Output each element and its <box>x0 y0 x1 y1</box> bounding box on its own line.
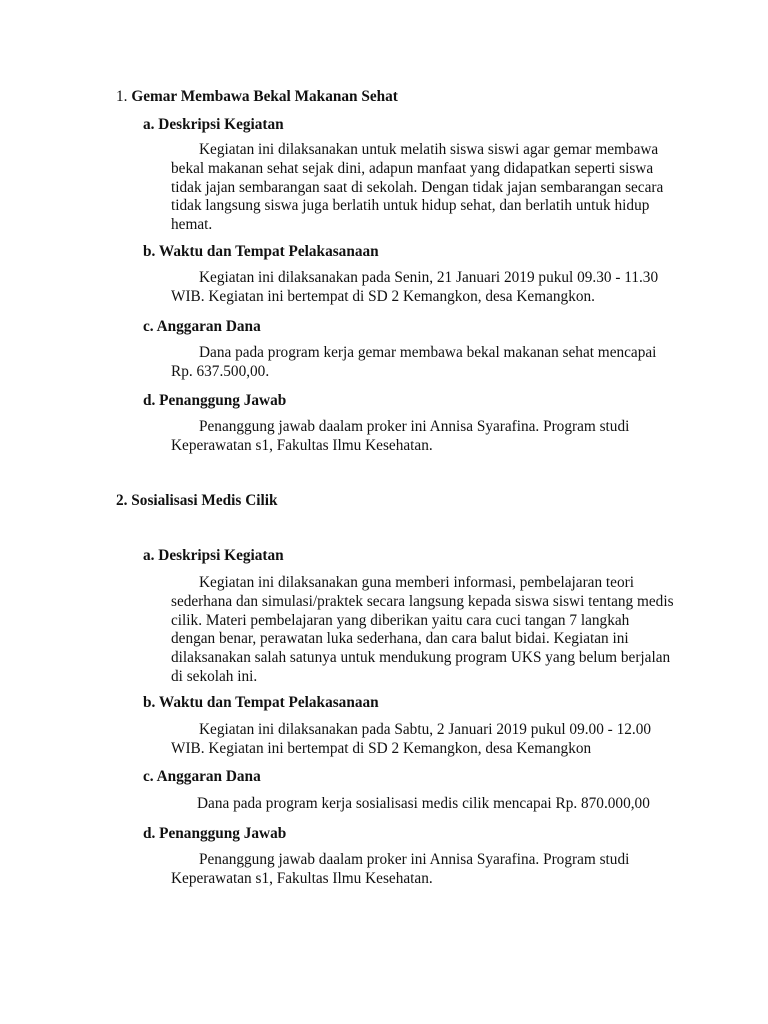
section-2-a-label: a. Deskripsi Kegiatan <box>143 547 284 564</box>
section-1-c-label: c. Anggaran Dana <box>143 318 261 335</box>
section-2-b-label: b. Waktu dan Tempat Pelakasanaan <box>143 694 379 711</box>
section-2-heading: 2. Sosialisasi Medis Cilik <box>116 492 278 509</box>
paragraph-line: Penanggung jawab daalam proker ini Annisa Syarafina. Program studi <box>199 418 630 435</box>
paragraph-line: Penanggung jawab daalam proker ini Annisa Syarafina. Program studi <box>199 851 630 868</box>
section-1-number: 1. <box>116 88 128 105</box>
paragraph-line: dengan benar, perawatan luka sederhana, dan cara balut bidai. Kegiatan ini <box>171 630 629 648</box>
paragraph-line: tidak langsung siswa juga berlatih untuk hidup sehat, dan berlatih untuk hidup <box>171 197 650 215</box>
section-2-b-paragraph <box>143 721 663 759</box>
section-2-a-paragraph <box>143 574 674 687</box>
section-1-c-paragraph <box>143 344 663 382</box>
section-1-heading <box>116 88 398 107</box>
section-2-c-paragraph <box>143 795 663 814</box>
paragraph-line: Kegiatan ini dilaksanakan guna memberi informasi, pembelajaran teori <box>199 574 634 591</box>
paragraph-line: Keperawatan s1, Fakultas Ilmu Kesehatan. <box>171 436 433 454</box>
section-2-d-paragraph <box>143 851 663 889</box>
paragraph-line: Kegiatan ini dilaksanakan untuk melatih siswa siswi agar gemar membawa <box>199 141 659 158</box>
section-1-a-label: a. Deskripsi Kegiatan <box>143 116 284 133</box>
paragraph-line: Kegiatan ini dilaksanakan pada Senin, 21 Januari 2019 pukul 09.30 - 11.30 <box>199 269 659 286</box>
section-1-b-label: b. Waktu dan Tempat Pelakasanaan <box>143 243 379 260</box>
paragraph-line: dilaksanakan salah satunya untuk mendukung program UKS yang belum berjalan <box>171 649 671 667</box>
section-2-c-label: c. Anggaran Dana <box>143 768 261 785</box>
paragraph-line: WIB. Kegiatan ini bertempat di SD 2 Kemangkon, desa Kemangkon <box>171 739 592 757</box>
paragraph-line: Dana pada program kerja sosialisasi medis cilik mencapai Rp. 870.000,00 <box>197 795 650 812</box>
section-1-a-paragraph <box>143 141 663 235</box>
paragraph-line: sederhana dan simulasi/praktek secara langsung kepada siswa siswi tentang medis <box>171 592 674 610</box>
section-1-d-paragraph <box>143 418 663 456</box>
paragraph-line: WIB. Kegiatan ini bertempat di SD 2 Kemangkon, desa Kemangkon. <box>171 287 595 305</box>
paragraph-line: Dana pada program kerja gemar membawa bekal makanan sehat mencapai <box>199 344 657 361</box>
paragraph-line: hemat. <box>171 216 213 234</box>
paragraph-line: Keperawatan s1, Fakultas Ilmu Kesehatan. <box>171 869 433 887</box>
section-1-title: Gemar Membawa Bekal Makanan Sehat <box>131 88 398 105</box>
paragraph-line: di sekolah ini. <box>171 667 258 685</box>
paragraph-line: bekal makanan sehat sejak dini, adapun manfaat yang didapatkan seperti siswa <box>171 159 654 177</box>
section-1-d-label: d. Penanggung Jawab <box>143 392 287 409</box>
paragraph-line: tidak jajan sembarangan saat di sekolah. Dengan tidak jajan sembarangan secara <box>171 178 664 196</box>
paragraph-line: cilik. Materi pembelajaran yang diberikan yaitu cara cuci tangan 7 langkah <box>171 611 630 629</box>
paragraph-line: Kegiatan ini dilaksanakan pada Sabtu, 2 Januari 2019 pukul 09.00 - 12.00 <box>199 721 652 738</box>
section-1-b-paragraph <box>143 269 663 307</box>
section-2-d-label: d. Penanggung Jawab <box>143 825 287 842</box>
paragraph-line: Rp. 637.500,00. <box>171 362 270 380</box>
